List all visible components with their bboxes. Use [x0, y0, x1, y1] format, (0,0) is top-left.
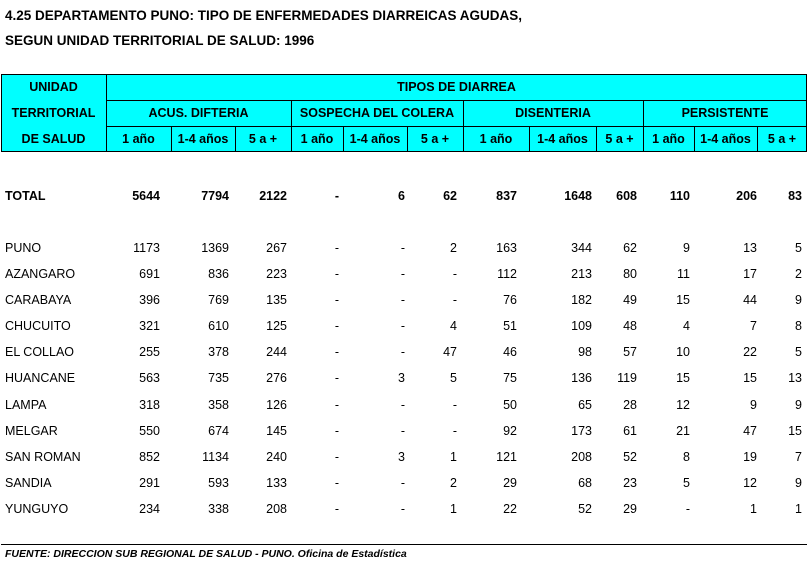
row-value: -	[452, 293, 457, 307]
row-value: 1	[450, 502, 457, 516]
row-value: 7	[750, 319, 757, 333]
row-value: 145	[266, 424, 287, 438]
row-value: 126	[266, 398, 287, 412]
header-group-1: SOSPECHA DEL COLERA	[299, 106, 455, 120]
row-value: 593	[208, 476, 229, 490]
row-value: 17	[743, 267, 757, 281]
row-value: -	[400, 267, 405, 281]
row-value: 4	[450, 319, 457, 333]
table-row	[0, 424, 809, 444]
row-value: 52	[623, 450, 637, 464]
row-value: 244	[266, 345, 287, 359]
row-value: 318	[139, 398, 160, 412]
row-name: TOTAL	[5, 189, 46, 203]
row-value: 92	[503, 424, 517, 438]
row-value: 29	[623, 502, 637, 516]
row-value: 208	[266, 502, 287, 516]
table-row	[0, 345, 809, 365]
row-value: 1	[750, 502, 757, 516]
row-value: 15	[743, 371, 757, 385]
row-value: 1	[795, 502, 802, 516]
row-value: 13	[788, 371, 802, 385]
row-value: 3	[398, 371, 405, 385]
row-value: 119	[617, 371, 637, 385]
row-value: 75	[503, 371, 517, 385]
row-value: 7794	[201, 189, 229, 203]
header-tipos-de-diarrea: TIPOS DE DIARREA	[397, 80, 516, 94]
row-value: 49	[623, 293, 637, 307]
row-value: -	[400, 241, 405, 255]
header-age-4: 1-4 años	[349, 132, 401, 146]
row-value: 206	[736, 189, 757, 203]
row-value: 358	[208, 398, 229, 412]
row-value: 769	[208, 293, 229, 307]
row-value: 208	[571, 450, 592, 464]
row-value: 2	[450, 241, 457, 255]
row-name: AZANGARO	[5, 267, 76, 281]
row-value: 5	[795, 241, 802, 255]
row-value: 9	[750, 398, 757, 412]
row-value: -	[334, 293, 339, 307]
row-value: 691	[139, 267, 160, 281]
row-name: CHUCUITO	[5, 319, 71, 333]
row-name: MELGAR	[5, 424, 58, 438]
row-value: -	[400, 398, 405, 412]
header-age-7: 1-4 años	[537, 132, 588, 146]
row-value: 837	[496, 189, 517, 203]
row-value: -	[334, 398, 339, 412]
row-name: SANDIA	[5, 476, 52, 490]
row-value: 173	[571, 424, 592, 438]
row-value: 610	[208, 319, 229, 333]
row-value: -	[400, 502, 405, 516]
row-name: CARABAYA	[5, 293, 72, 307]
row-value: 47	[743, 424, 757, 438]
row-value: 80	[623, 267, 637, 281]
table-row	[0, 450, 809, 470]
row-value: 338	[208, 502, 229, 516]
row-value: 234	[139, 502, 160, 516]
header-age-2: 5 a +	[248, 132, 278, 146]
row-value: 674	[208, 424, 229, 438]
row-value: 110	[669, 189, 690, 203]
header-age-11: 5 a +	[767, 132, 797, 146]
row-value: -	[334, 241, 339, 255]
row-value: -	[400, 293, 405, 307]
table-title-line-1: 4.25 DEPARTAMENTO PUNO: TIPO DE ENFERMEDADES DIARREICAS AGUDAS,	[5, 8, 523, 23]
row-value: -	[400, 345, 405, 359]
total-row	[0, 189, 809, 209]
row-value: 15	[788, 424, 802, 438]
table-row	[0, 502, 809, 522]
row-value: 50	[503, 398, 517, 412]
row-value: 1	[450, 450, 457, 464]
table-row	[0, 267, 809, 287]
row-value: -	[400, 319, 405, 333]
row-value: 57	[623, 345, 637, 359]
row-value: 5	[683, 476, 690, 490]
row-value: 6	[398, 189, 405, 203]
row-value: 608	[616, 189, 637, 203]
row-value: 8	[683, 450, 690, 464]
row-value: 48	[623, 319, 637, 333]
header-age-1: 1-4 años	[177, 132, 229, 146]
row-value: -	[334, 502, 339, 516]
row-value: 5644	[132, 189, 160, 203]
row-value: 19	[743, 450, 757, 464]
row-value: 9	[795, 293, 802, 307]
row-value: 1648	[564, 189, 592, 203]
table-header	[1, 74, 807, 152]
row-value: 563	[139, 371, 160, 385]
row-value: 5	[795, 345, 802, 359]
row-value: 109	[571, 319, 592, 333]
row-value: 44	[743, 293, 757, 307]
row-value: 11	[677, 267, 690, 281]
row-value: 344	[571, 241, 592, 255]
header-age-3: 1 año	[300, 132, 334, 146]
row-value: 28	[623, 398, 637, 412]
row-value: 22	[743, 345, 757, 359]
row-value: 396	[139, 293, 160, 307]
row-value: 47	[443, 345, 457, 359]
row-value: 135	[266, 293, 287, 307]
row-value: 7	[795, 450, 802, 464]
header-group-3: PERSISTENTE	[681, 106, 769, 120]
row-value: -	[452, 424, 457, 438]
row-value: 182	[571, 293, 592, 307]
row-value: 163	[496, 241, 517, 255]
row-value: 83	[788, 189, 802, 203]
row-value: 267	[266, 241, 287, 255]
row-name: LAMPA	[5, 398, 47, 412]
row-value: 735	[208, 371, 229, 385]
row-name: EL COLLAO	[5, 345, 75, 359]
row-value: 5	[450, 371, 457, 385]
row-value: 21	[676, 424, 690, 438]
row-value: 9	[795, 476, 802, 490]
header-age-9: 1 año	[652, 132, 685, 146]
row-value: 213	[571, 267, 592, 281]
table-row	[0, 241, 809, 261]
row-value: 29	[503, 476, 517, 490]
header-unidad-0: UNIDAD	[29, 80, 78, 94]
row-value: 9	[683, 241, 690, 255]
row-value: 112	[497, 267, 517, 281]
footer-divider	[1, 544, 807, 545]
row-value: 46	[503, 345, 517, 359]
row-value: 52	[578, 502, 592, 516]
row-value: 125	[266, 319, 287, 333]
row-value: -	[334, 319, 339, 333]
row-value: -	[334, 371, 339, 385]
table-title-line-2: SEGUN UNIDAD TERRITORIAL DE SALUD: 1996	[5, 33, 315, 48]
header-unidad-2: DE SALUD	[21, 132, 86, 146]
row-value: 121	[496, 450, 517, 464]
row-value: 68	[578, 476, 592, 490]
source-note: FUENTE: DIRECCION SUB REGIONAL DE SALUD - PUNO. Oficina de Estadística	[5, 548, 407, 560]
row-value: 9	[795, 398, 802, 412]
row-value: -	[334, 424, 339, 438]
row-value: -	[334, 189, 339, 203]
row-value: 62	[443, 189, 457, 203]
row-name: PUNO	[5, 241, 42, 255]
row-value: 291	[139, 476, 160, 490]
row-value: -	[400, 476, 405, 490]
header-group-0: ACUS. DIFTERIA	[148, 106, 249, 120]
row-name: SAN ROMAN	[5, 450, 81, 464]
row-value: -	[334, 267, 339, 281]
header-age-8: 5 a +	[605, 132, 634, 146]
row-value: 23	[623, 476, 637, 490]
row-value: 61	[623, 424, 637, 438]
row-value: -	[334, 345, 339, 359]
row-value: 98	[578, 345, 592, 359]
table-row	[0, 398, 809, 418]
row-value: -	[452, 398, 457, 412]
table-row	[0, 371, 809, 391]
row-value: 62	[623, 241, 637, 255]
row-value: 12	[676, 398, 690, 412]
row-value: 76	[503, 293, 517, 307]
row-value: 836	[208, 267, 229, 281]
row-value: 321	[139, 319, 160, 333]
row-value: 255	[139, 345, 160, 359]
table-row	[0, 476, 809, 496]
row-value: 223	[266, 267, 287, 281]
row-value: 276	[266, 371, 287, 385]
row-value: 4	[683, 319, 690, 333]
row-value: 10	[676, 345, 690, 359]
row-value: -	[400, 424, 405, 438]
row-value: 2	[450, 476, 457, 490]
row-value: 133	[266, 476, 287, 490]
row-value: -	[334, 476, 339, 490]
row-name: YUNGUYO	[5, 502, 69, 516]
row-value: 1369	[201, 241, 229, 255]
header-group-2: DISENTERIA	[515, 106, 591, 120]
row-value: 13	[743, 241, 757, 255]
row-value: 2122	[259, 189, 287, 203]
row-value: -	[685, 502, 690, 516]
row-value: 15	[676, 293, 690, 307]
row-value: 240	[266, 450, 287, 464]
header-age-5: 5 a +	[420, 132, 450, 146]
row-value: 8	[795, 319, 802, 333]
table-row	[0, 293, 809, 313]
row-value: 1134	[202, 450, 229, 464]
header-age-6: 1 año	[479, 132, 513, 146]
row-value: 378	[208, 345, 229, 359]
header-age-0: 1 año	[122, 132, 155, 146]
row-value: 51	[503, 319, 517, 333]
row-name: HUANCANE	[5, 371, 76, 385]
row-value: 1173	[133, 241, 160, 255]
row-value: 550	[139, 424, 160, 438]
row-value: 12	[743, 476, 757, 490]
row-value: 2	[795, 267, 802, 281]
row-value: 15	[676, 371, 690, 385]
row-value: -	[452, 267, 457, 281]
row-value: 852	[139, 450, 160, 464]
table-row	[0, 319, 809, 339]
row-value: 3	[398, 450, 405, 464]
row-value: 22	[503, 502, 517, 516]
row-value: 65	[578, 398, 592, 412]
header-age-10: 1-4 años	[700, 132, 751, 146]
row-value: -	[334, 450, 339, 464]
header-unidad-1: TERRITORIAL	[11, 106, 96, 120]
row-value: 136	[571, 371, 592, 385]
